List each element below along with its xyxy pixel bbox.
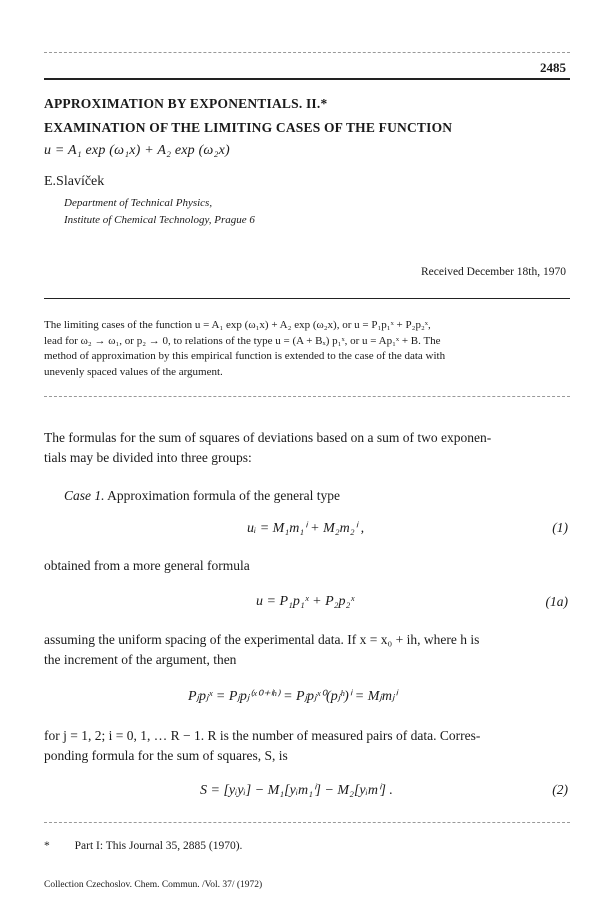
- case1-heading: [64, 486, 564, 506]
- title-formula: u = A₁ exp (ω₁x) + A₂ exp (ω₂x): [44, 143, 230, 158]
- equation-1a-number: (1a): [545, 594, 568, 609]
- equation-1-number: (1): [552, 520, 568, 535]
- paragraph-definitions-line-1: for j = 1, 2; i = 0, 1, … R − 1. R is the number of measured pairs of data. Corres-: [44, 728, 481, 743]
- received-date: Received December 18th, 1970: [421, 266, 566, 278]
- paragraph-uniform-spacing: [44, 630, 570, 670]
- case1-text: Approximation formula of the general type: [107, 488, 340, 503]
- abstract-line-1: The limiting cases of the function u = A₁ exp (ω₁x) + A₂ exp (ω₂x), or u = P₁p₁ˣ + P₂p₂ˣ,: [44, 319, 431, 331]
- paragraph-general-formula: obtained from a more general formula: [44, 558, 250, 573]
- footnote-rule: [44, 822, 570, 823]
- header-top-rule: [44, 52, 570, 53]
- title-line-1: APPROXIMATION BY EXPONENTIALS. II.*: [44, 96, 328, 111]
- paragraph-uniform-line-2: the increment of the argument, then: [44, 652, 237, 667]
- abstract-bottom-rule: [44, 396, 570, 397]
- journal-footer: Collection Czechoslov. Chem. Commun. /Vol. 37/ (1972): [44, 880, 263, 890]
- author-name: E.Slavíček: [44, 174, 105, 189]
- paragraph-intro-line-2: tials may be divided into three groups:: [44, 450, 252, 465]
- paragraph-definitions: [44, 726, 570, 766]
- footnote: [44, 840, 242, 852]
- paragraph-intro: [44, 428, 570, 468]
- abstract-line-3: method of approximation by this empirical function is extended to the case of the data with: [44, 350, 446, 362]
- abstract-top-rule: [44, 298, 570, 299]
- abstract-line-4: unevenly spaced values of the argument.: [44, 365, 223, 378]
- header-rule: [44, 78, 570, 80]
- paragraph-intro-line-1: The formulas for the sum of squares of deviations based on a sum of two exponen-: [44, 430, 492, 445]
- affiliation-line-2: Institute of Chemical Technology, Prague 6: [64, 214, 255, 226]
- page-number: 2485: [540, 60, 566, 75]
- footnote-mark: *: [44, 840, 50, 852]
- affiliation-line-1: Department of Technical Physics,: [64, 197, 213, 209]
- abstract-line-2: lead for ω₂ → ω₁, or p₂ → 0, to relations of the type u = (A + Bₓ) p₁ˣ, or u = Ap₁ˣ + B. The: [44, 334, 441, 347]
- equation-2-number: (2): [552, 782, 568, 797]
- equation-substitution: Pⱼpⱼˣ = Pⱼpⱼ⁽ˣ⁰⁺ⁱʰ⁾ = Pⱼpⱼˣ⁰(pⱼʰ)ⁱ = Mⱼmⱼⁱ: [188, 689, 397, 704]
- title-line-2: EXAMINATION OF THE LIMITING CASES OF THE FUNCTION: [44, 120, 453, 135]
- paragraph-definitions-line-2: ponding formula for the sum of squares, S, is: [44, 748, 288, 763]
- equation-1a: u = P₁p₁ˣ + P₂p₂ˣ: [256, 594, 355, 609]
- equation-1: uᵢ = M₁m₁ⁱ + M₂m₂ⁱ ,: [247, 521, 365, 536]
- paragraph-uniform-line-1: assuming the uniform spacing of the experimental data. If x = x₀ + ih, where h is: [44, 632, 480, 647]
- case1-label: Case 1.: [64, 488, 105, 503]
- footnote-text: Part I: This Journal 35, 2885 (1970).: [74, 840, 243, 852]
- equation-2: S = [yᵢyᵢ] − M₁[yᵢm₁ⁱ] − M₂[yᵢmⁱ] .: [200, 783, 393, 798]
- abstract: [44, 318, 570, 380]
